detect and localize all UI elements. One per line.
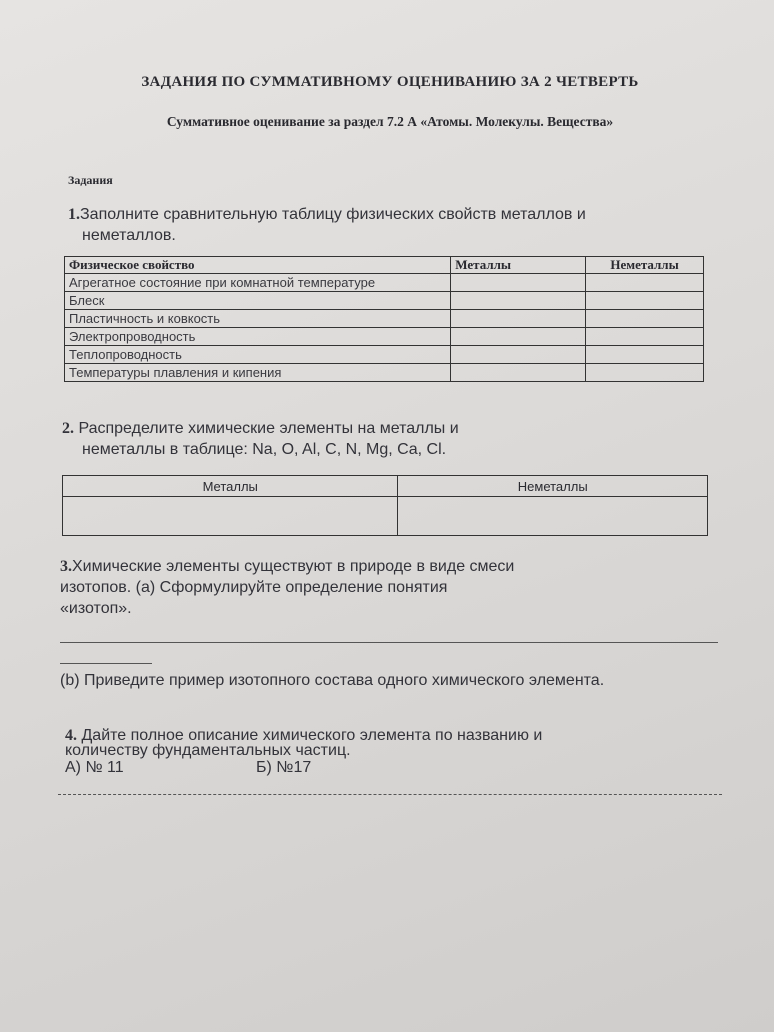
table-row [65, 328, 704, 346]
task1-line1: Заполните сравнительную таблицу физических свойств металлов и [80, 206, 586, 223]
answer-line[interactable] [58, 794, 722, 795]
task1-text [68, 204, 586, 246]
table-row [65, 346, 704, 364]
section-label: Задания [68, 173, 113, 187]
table-row [65, 292, 704, 310]
nonmetals-answer-cell[interactable] [586, 364, 704, 382]
answer-line[interactable] [60, 663, 152, 664]
task4-number: 4. [65, 727, 77, 744]
property-cell: Пластичность и ковкость [65, 310, 451, 328]
metals-answer-cell[interactable] [451, 346, 586, 364]
task1-line2: неметаллов. [82, 227, 176, 244]
task3-number: 3. [60, 558, 72, 575]
answer-line[interactable] [60, 642, 718, 643]
task3-line2: изотопов. (а) Сформулируйте определение понятия [60, 579, 448, 596]
task3-line3: «изотоп». [60, 600, 132, 617]
table-row [65, 274, 704, 292]
metals-answer-cell[interactable] [451, 292, 586, 310]
header-property: Физическое свойство [65, 257, 451, 274]
metals-answer-cell[interactable] [63, 497, 398, 536]
header-nonmetals: Неметаллы [586, 257, 704, 274]
task4-option-a: А) № 11 [65, 759, 124, 776]
metals-answer-cell[interactable] [451, 328, 586, 346]
elements-table-header [63, 476, 708, 497]
page-title: ЗАДАНИЯ ПО СУММАТИВНОМУ ОЦЕНИВАНИЮ ЗА 2 ЧЕТВЕРТЬ [141, 74, 639, 90]
nonmetals-answer-cell[interactable] [398, 497, 708, 536]
nonmetals-answer-cell[interactable] [586, 310, 704, 328]
table-row [63, 497, 708, 536]
properties-table-header [65, 257, 704, 274]
metals-answer-cell[interactable] [451, 364, 586, 382]
metals-answer-cell[interactable] [451, 310, 586, 328]
task3-text [60, 556, 514, 619]
property-cell: Температуры плавления и кипения [65, 364, 451, 382]
task3-part-b: (b) Приведите пример изотопного состава одного химического элемента. [60, 672, 605, 689]
task4-text [65, 728, 542, 758]
property-cell: Электропроводность [65, 328, 451, 346]
task2-line2: неметаллы в таблице: Na, O, Al, C, N, Mg, Ca, Cl. [82, 441, 447, 458]
table-row [65, 310, 704, 328]
elements-table [62, 475, 708, 536]
header-metals: Металлы [451, 257, 586, 274]
task1-number: 1. [68, 206, 80, 223]
nonmetals-answer-cell[interactable] [586, 292, 704, 310]
nonmetals-answer-cell[interactable] [586, 328, 704, 346]
task4-option-b: Б) №17 [256, 759, 312, 776]
task2-line1: Распределите химические элементы на металлы и [78, 420, 459, 437]
page-subtitle: Суммативное оценивание за раздел 7.2 А «Атомы. Молекулы. Вещества» [166, 114, 614, 129]
property-cell: Блеск [65, 292, 451, 310]
metals-answer-cell[interactable] [451, 274, 586, 292]
task4-line1: Дайте полное описание химического элемента по названию и [81, 727, 543, 744]
property-cell: Теплопроводность [65, 346, 451, 364]
task2-number: 2. [62, 420, 74, 437]
task2-text [62, 418, 459, 460]
properties-table [64, 256, 704, 382]
header-metals: Металлы [63, 476, 398, 497]
task3-line1: Химические элементы существуют в природе в виде смеси [72, 558, 515, 575]
nonmetals-answer-cell[interactable] [586, 274, 704, 292]
nonmetals-answer-cell[interactable] [586, 346, 704, 364]
table-row [65, 364, 704, 382]
header-nonmetals: Неметаллы [398, 476, 708, 497]
property-cell: Агрегатное состояние при комнатной температуре [65, 274, 451, 292]
task4-line2: количеству фундаментальных частиц. [65, 742, 351, 759]
